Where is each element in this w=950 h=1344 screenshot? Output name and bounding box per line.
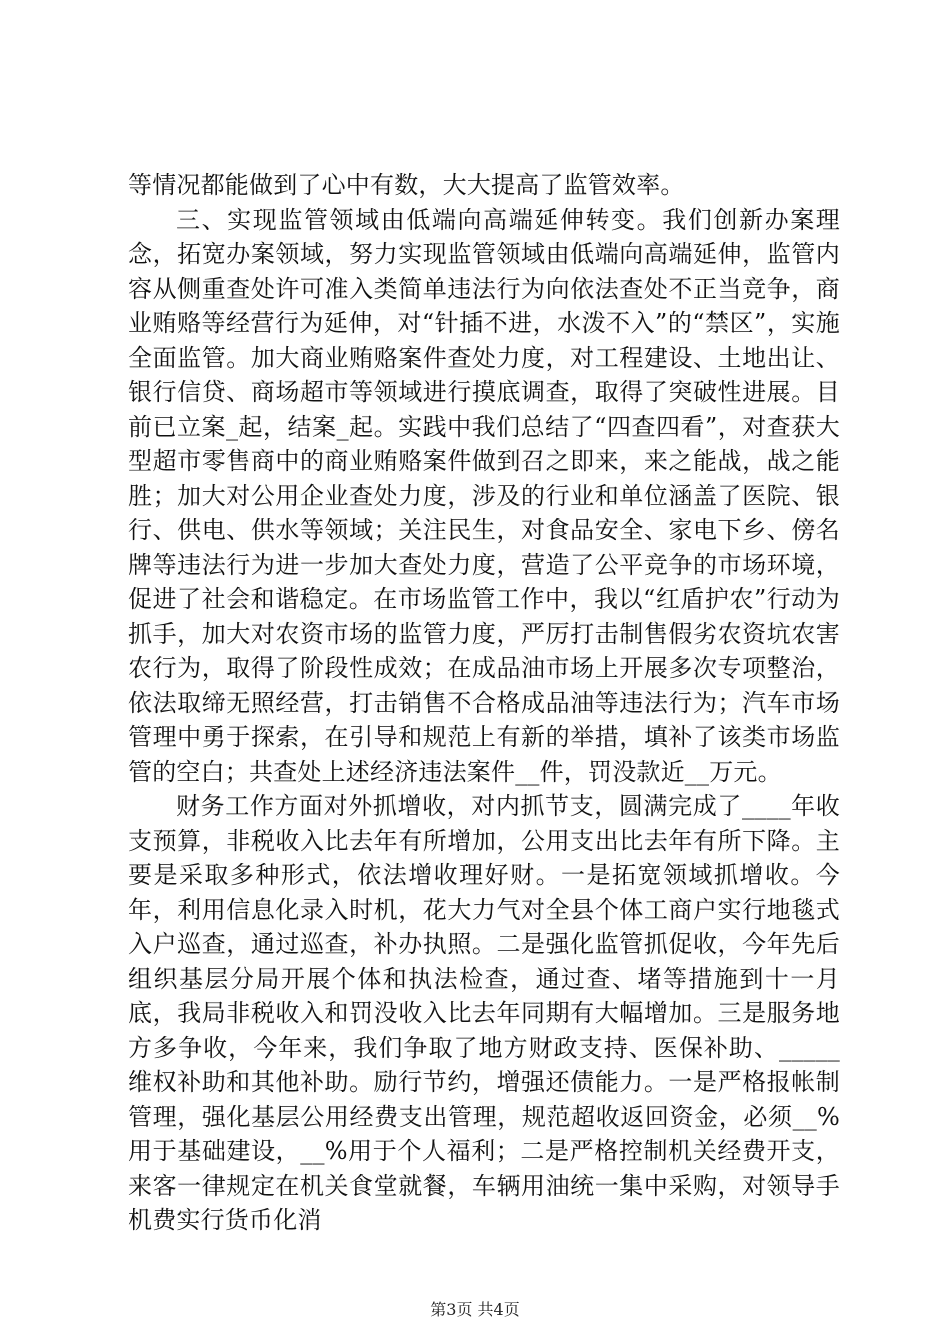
paragraph-supervision: 三、实现监管领域由低端向高端延伸转变。我们创新办案理念，拓宽办案领域，努力实现监管领域由低端向高端延伸，监管内容从侧重查处许可准入类简单违法行为向依法查处不正当竞争，商业贿赂等经营行为延伸，对“针插不进，水泼不入”的“禁区”，实施全面监管。加大商业贿赂案件查处力度，对工程建设、土地出让、银行信贷、商场超市等领域进行摸底调查，取得了突破性进展。目前已立案_起，结案_起。实践中我们总结了“四查四看”，对查获大型超市零售商中的商业贿赂案件做到召之即来，来之能战，战之能胜；加大对公用企业查处力度，涉及的行业和单位涵盖了医院、银行、供电、供水等领域；关注民生，对食品安全、家电下乡、傍名牌等违法行为进一步加大查处力度，营造了公平竞争的市场环境，促进了社会和谐稳定。在市场监管工作中，我以“红盾护农”行动为抓手，加大对农资市场的监管力度，严厉打击制售假劣农资坑农害农行为，取得了阶段性成效；在成品油市场上开展多次专项整治，依法取缔无照经营，打击销售不合格成品油等违法行为；汽车市场管理中勇于探索，在引导和规范上有新的举措，填补了该类市场监管的空白；共查处上述经济违法案件__件，罚没款近__万元。 (128, 205, 840, 786)
paragraph-finance: 财务工作方面对外抓增收，对内抓节支，圆满完成了____年收支预算，非税收入比去年有所增加，公用支出比去年有所下降。主要是采取多种形式，依法增收理好财。一是拓宽领域抓增收。今年，利用信息化录入时机，花大力气对全县个体工商户实行地毯式入户巡查，通过巡查，补办执照。二是强化监管抓促收，今年先后组织基层分局开展个体和执法检查，通过查、堵等措施到十一月底，我局非税收入和罚没收入比去年同期有大幅增加。三是服务地方多争收，今年来，我们争取了地方财政支持、医保补助、_____维权补助和其他补助。励行节约，增强还债能力。一是严格报帐制管理，强化基层公用经费支出管理，规范超收返回资金，必须__%用于基础建设，__%用于个人福利；二是严格控制机关经费开支，来客一律规定在机关食堂就餐，车辆用油统一集中采购，对领导手机费实行货币化消 (128, 792, 840, 1234)
paragraph-continuation: 等情况都能做到了心中有数，大大提高了监管效率。 (128, 171, 685, 199)
document-body (128, 168, 840, 1238)
page-footer: 第3页 共4页 (430, 1300, 520, 1319)
